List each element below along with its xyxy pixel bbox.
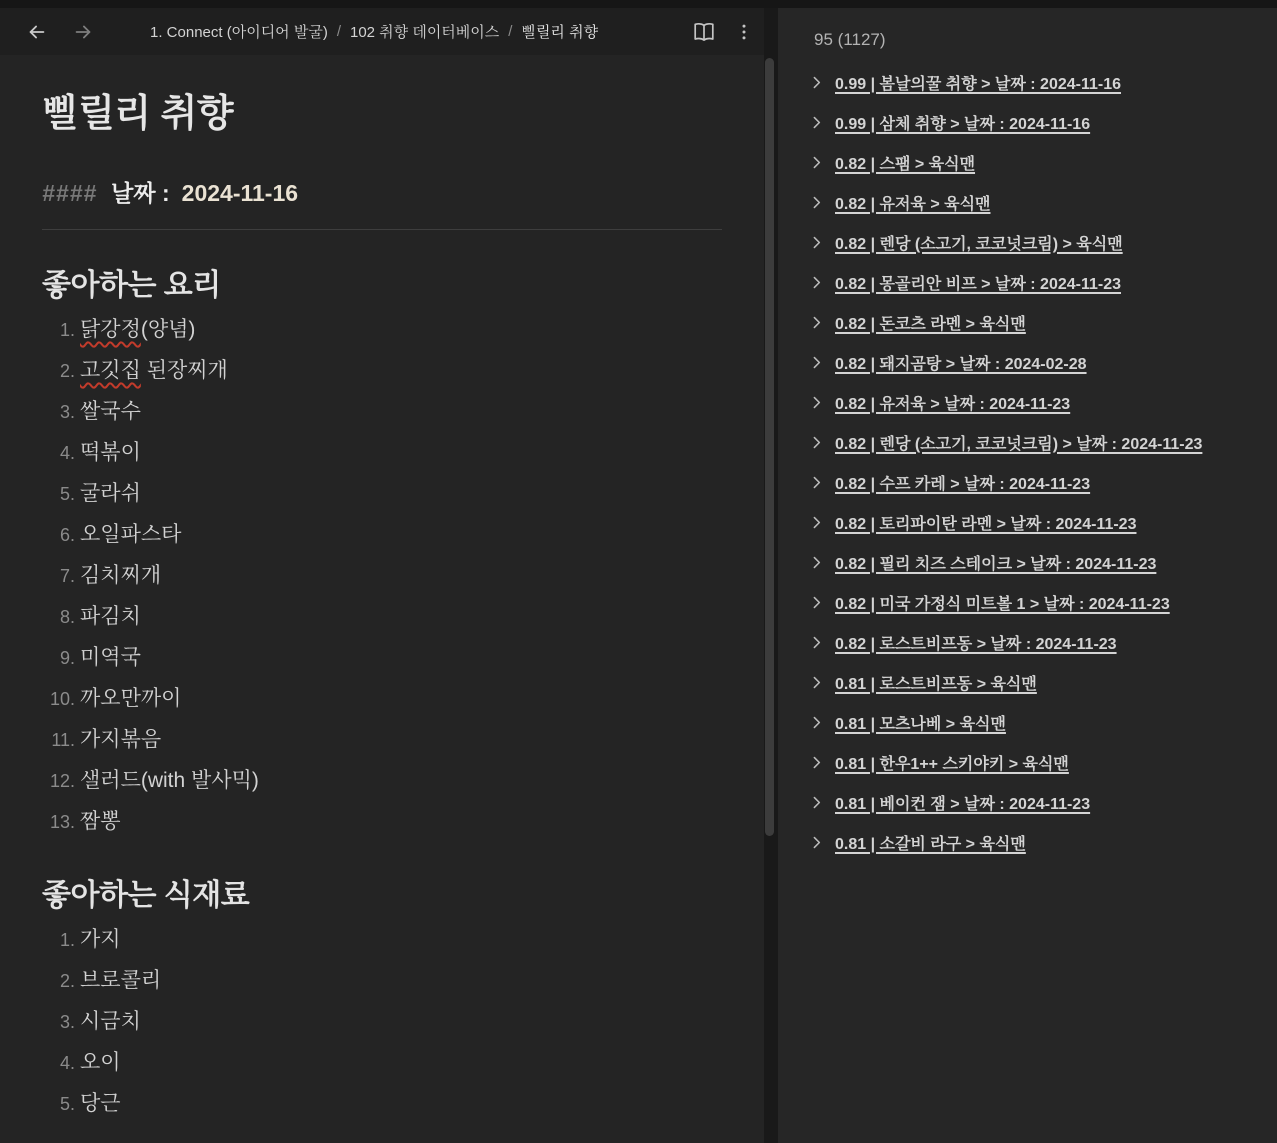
result-row[interactable] <box>778 422 1277 462</box>
list-item[interactable] <box>80 1008 720 1036</box>
list-item-text: 떡볶이 <box>80 441 141 464</box>
list-item-text: 가지볶음 <box>80 728 162 751</box>
list-item-text: 된장찌개 <box>140 359 228 382</box>
list-item-text: 미역국 <box>80 646 141 669</box>
date-label: 날짜 : <box>111 180 170 206</box>
result-link[interactable]: 0.99 | 봄날의꿀 취향 > 날짜 : 2024-11-16 <box>835 75 1122 93</box>
result-link[interactable]: 0.82 | 미국 가정식 미트볼 1 > 날짜 : 2024-11-23 <box>835 595 1170 613</box>
chevron-right-icon[interactable] <box>808 594 825 611</box>
chevron-right-icon[interactable] <box>808 794 825 811</box>
result-link[interactable]: 0.82 | 로스트비프동 > 날짜 : 2024-11-23 <box>835 635 1117 653</box>
chevron-right-icon[interactable] <box>808 834 825 851</box>
list-item[interactable] <box>80 926 720 954</box>
related-results-panel <box>778 0 1277 1143</box>
chevron-right-icon[interactable] <box>808 634 825 651</box>
list-item-text: 까오만까이 <box>80 687 182 710</box>
list-item-text: 시금치 <box>80 1010 141 1033</box>
breadcrumb-item-1[interactable]: 1. Connect (아이디어 발굴) <box>150 24 328 41</box>
result-row[interactable] <box>778 622 1277 662</box>
chevron-right-icon[interactable] <box>808 714 825 731</box>
date-line[interactable] <box>42 178 720 208</box>
breadcrumb-separator: / <box>508 23 513 40</box>
chevron-right-icon[interactable] <box>808 194 825 211</box>
result-link[interactable]: 0.81 | 모츠나베 > 육식맨 <box>835 715 1006 733</box>
markdown-hashes: #### <box>42 180 98 206</box>
result-link[interactable]: 0.81 | 베이컨 잼 > 날짜 : 2024-11-23 <box>835 795 1091 813</box>
misspelled-text: 닭강정 <box>80 318 141 341</box>
list-item[interactable] <box>80 480 720 508</box>
list-item[interactable] <box>80 439 720 467</box>
result-link[interactable]: 0.82 | 유저육 > 육식맨 <box>835 195 991 213</box>
list-item[interactable] <box>80 316 720 344</box>
list-item[interactable] <box>80 644 720 672</box>
arrow-left-icon <box>26 21 48 43</box>
result-row[interactable] <box>778 102 1277 142</box>
result-link[interactable]: 0.82 | 렌당 (소고기, 코코넛크림) > 날짜 : 2024-11-23 <box>835 435 1203 453</box>
breadcrumb-item-2[interactable]: 102 취향 데이터베이스 <box>349 24 500 41</box>
breadcrumb <box>150 21 598 42</box>
kebab-menu-icon <box>734 22 754 42</box>
forward-button[interactable] <box>68 17 98 47</box>
result-link[interactable]: 0.81 | 로스트비프동 > 육식맨 <box>835 675 1037 693</box>
numbered-list-dishes <box>42 316 720 836</box>
list-item[interactable] <box>80 1090 720 1118</box>
breadcrumb-item-current[interactable]: 삘릴리 취향 <box>521 24 599 41</box>
breadcrumb-separator: / <box>336 23 341 40</box>
document-content <box>0 55 760 1143</box>
result-link[interactable]: 0.99 | 삼체 취향 > 날짜 : 2024-11-16 <box>835 115 1091 133</box>
result-link[interactable]: 0.82 | 토리파이탄 라멘 > 날짜 : 2024-11-23 <box>835 515 1137 533</box>
chevron-right-icon[interactable] <box>808 114 825 131</box>
chevron-right-icon[interactable] <box>808 474 825 491</box>
list-item[interactable] <box>80 562 720 590</box>
list-item[interactable] <box>80 1049 720 1077</box>
list-item-text: (양념) <box>140 318 196 341</box>
list-item[interactable] <box>80 398 720 426</box>
date-value: 2024-11-16 <box>181 180 299 206</box>
result-row[interactable] <box>778 582 1277 622</box>
result-row[interactable] <box>778 62 1277 102</box>
list-item[interactable] <box>80 767 720 795</box>
chevron-right-icon[interactable] <box>808 354 825 371</box>
arrow-right-icon <box>72 21 94 43</box>
list-item-text: 샐러드(with 발사믹) <box>80 769 259 792</box>
result-row[interactable] <box>778 822 1277 862</box>
topbar <box>0 8 778 55</box>
divider <box>42 229 722 230</box>
chevron-right-icon[interactable] <box>808 754 825 771</box>
list-item-text: 오일파스타 <box>80 523 182 546</box>
list-item[interactable] <box>80 603 720 631</box>
list-item-text: 짬뽕 <box>80 810 121 833</box>
list-item-text: 쌀국수 <box>80 400 141 423</box>
open-book-icon <box>692 20 716 44</box>
result-link[interactable]: 0.82 | 돈코츠 라멘 > 육식맨 <box>835 315 1026 333</box>
result-row[interactable] <box>778 502 1277 542</box>
reader-view-button[interactable] <box>692 20 716 44</box>
back-button[interactable] <box>22 17 52 47</box>
chevron-right-icon[interactable] <box>808 554 825 571</box>
scrollbar-thumb[interactable] <box>765 58 774 836</box>
results-count: 95 (1127) <box>814 30 886 49</box>
result-row[interactable] <box>778 702 1277 742</box>
list-item-text: 가지 <box>80 928 121 951</box>
result-row[interactable] <box>778 342 1277 382</box>
result-row[interactable] <box>778 262 1277 302</box>
list-item-text: 브로콜리 <box>80 969 162 992</box>
result-row[interactable] <box>778 382 1277 422</box>
chevron-right-icon[interactable] <box>808 314 825 331</box>
page-title[interactable]: 삘릴리 취향 <box>42 93 234 135</box>
chevron-right-icon[interactable] <box>808 154 825 171</box>
result-link[interactable]: 0.82 | 렌당 (소고기, 코코넛크림) > 육식맨 <box>835 235 1123 253</box>
chevron-right-icon[interactable] <box>808 394 825 411</box>
result-link[interactable]: 0.82 | 수프 카레 > 날짜 : 2024-11-23 <box>835 475 1091 493</box>
result-link[interactable]: 0.82 | 스팸 > 육식맨 <box>835 155 976 173</box>
result-row[interactable] <box>778 462 1277 502</box>
result-link[interactable]: 0.82 | 유저육 > 날짜 : 2024-11-23 <box>835 395 1071 413</box>
result-row[interactable] <box>778 182 1277 222</box>
result-row[interactable] <box>778 142 1277 182</box>
window-top-strip <box>0 0 1277 8</box>
section-heading-dishes[interactable]: 좋아하는 요리 <box>42 269 221 302</box>
chevron-right-icon[interactable] <box>808 274 825 291</box>
result-row[interactable] <box>778 742 1277 782</box>
result-link[interactable]: 0.82 | 몽골리안 비프 > 날짜 : 2024-11-23 <box>835 275 1122 293</box>
list-item[interactable] <box>80 357 720 385</box>
chevron-right-icon[interactable] <box>808 514 825 531</box>
chevron-right-icon[interactable] <box>808 434 825 451</box>
result-row[interactable] <box>778 782 1277 822</box>
list-item[interactable] <box>80 726 720 754</box>
chevron-right-icon[interactable] <box>808 74 825 91</box>
list-item[interactable] <box>80 685 720 713</box>
scrollbar-track[interactable] <box>764 8 778 1143</box>
result-row[interactable] <box>778 662 1277 702</box>
list-item-text: 굴라쉬 <box>80 482 141 505</box>
results-list <box>778 62 1277 862</box>
more-options-button[interactable] <box>734 22 754 42</box>
list-item-text: 김치찌개 <box>80 564 162 587</box>
chevron-right-icon[interactable] <box>808 674 825 691</box>
list-item[interactable] <box>80 967 720 995</box>
result-row[interactable] <box>778 542 1277 582</box>
list-item-text: 오이 <box>80 1051 121 1074</box>
list-item-text: 파김치 <box>80 605 141 628</box>
result-row[interactable] <box>778 302 1277 342</box>
result-link[interactable]: 0.81 | 한우1++ 스키야키 > 육식맨 <box>835 755 1069 773</box>
result-link[interactable]: 0.82 | 필리 치즈 스테이크 > 날짜 : 2024-11-23 <box>835 555 1157 573</box>
result-link[interactable]: 0.81 | 소갈비 라구 > 육식맨 <box>835 835 1026 853</box>
misspelled-text: 고깃집 <box>80 359 141 382</box>
list-item[interactable] <box>80 521 720 549</box>
list-item-text: 당근 <box>80 1092 121 1115</box>
section-heading-ingredients[interactable]: 좋아하는 식재료 <box>42 879 250 912</box>
result-row[interactable] <box>778 222 1277 262</box>
result-link[interactable]: 0.82 | 돼지곰탕 > 날짜 : 2024-02-28 <box>835 355 1087 373</box>
chevron-right-icon[interactable] <box>808 234 825 251</box>
numbered-list-ingredients <box>42 926 720 1118</box>
list-item[interactable] <box>80 808 720 836</box>
